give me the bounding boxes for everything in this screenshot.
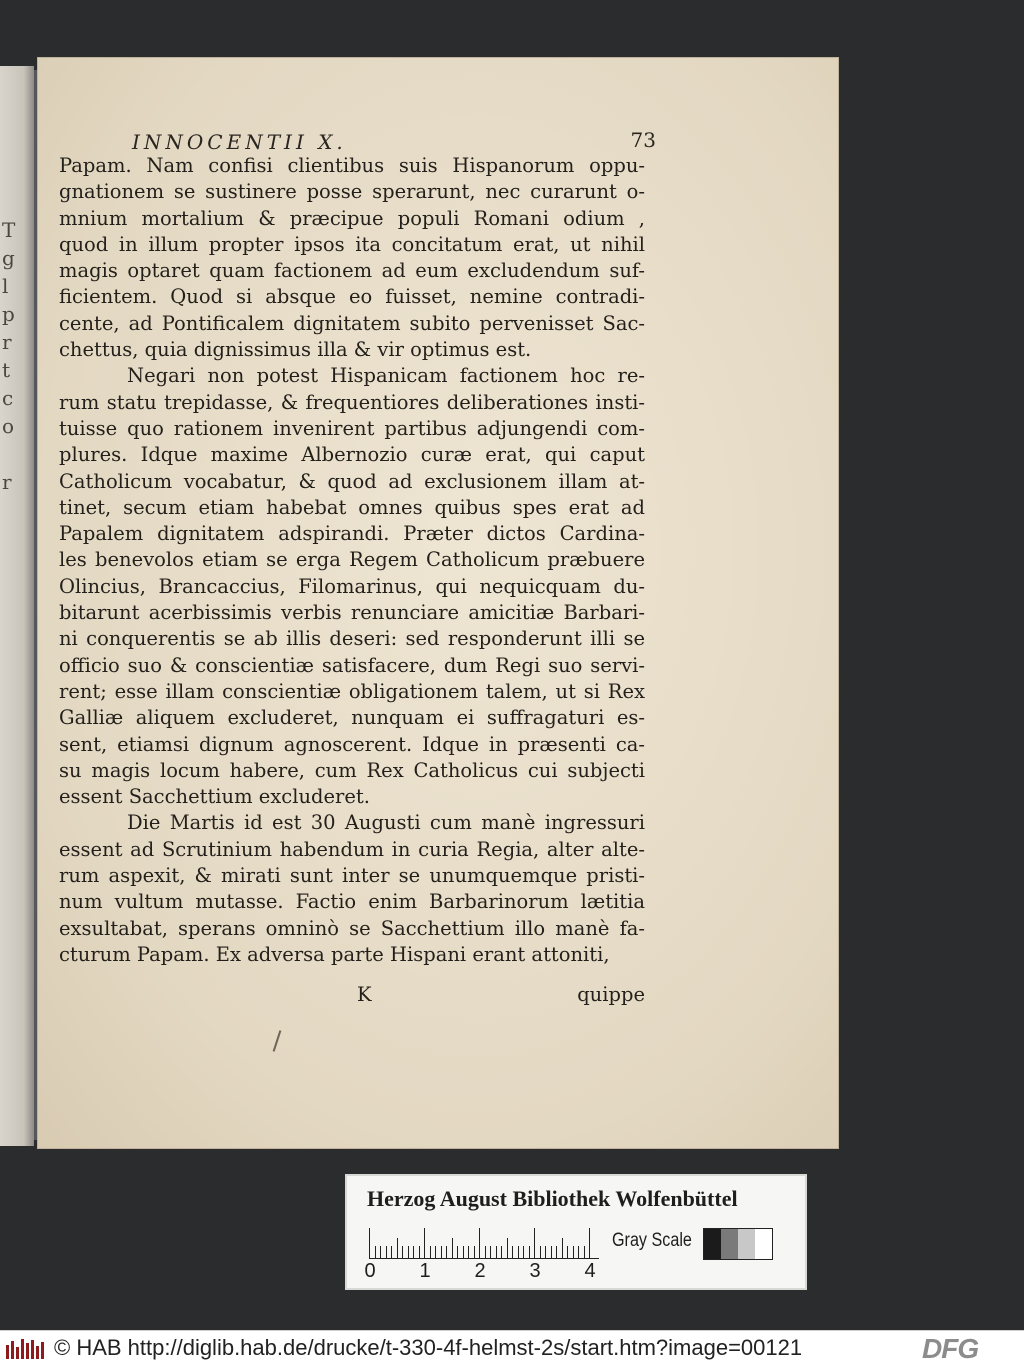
ruler-tick bbox=[386, 1246, 387, 1258]
ruler-tick bbox=[501, 1246, 502, 1258]
ruler-number: 3 bbox=[529, 1260, 541, 1282]
dfg-logo: DFG bbox=[922, 1333, 979, 1364]
ruler-tick bbox=[430, 1246, 431, 1258]
text-line: Papam. Nam confisi clientibus suis Hispanorum oppu- bbox=[59, 154, 645, 177]
ruler-tick bbox=[545, 1246, 546, 1258]
ruler-number: 4 bbox=[584, 1260, 596, 1282]
color-scale-card bbox=[345, 1174, 807, 1290]
footer-url[interactable]: © HAB http://diglib.hab.de/drucke/t-330-4f-helmst-2s/start.htm?image=00121 bbox=[54, 1335, 803, 1360]
text-line: Die Martis id est 30 Augusti cum manè ingressuri bbox=[127, 811, 645, 835]
ruler-tick bbox=[391, 1246, 392, 1258]
text-line: rent; esse illam conscientiæ obligationem talem, ut si Rex bbox=[59, 679, 645, 703]
running-head: INNOCENTII X. bbox=[132, 130, 347, 154]
ruler-tick bbox=[490, 1246, 491, 1258]
ruler-tick bbox=[369, 1228, 370, 1258]
text-line: magis optaret quam factionem ad eum excludendum suf- bbox=[59, 259, 645, 283]
ruler-tick bbox=[540, 1246, 541, 1258]
previous-page-glyph: o bbox=[2, 414, 15, 438]
ruler-tick bbox=[562, 1238, 563, 1258]
ruler-tick bbox=[441, 1246, 442, 1258]
ruler-number: 2 bbox=[474, 1260, 486, 1282]
text-line: chettus, quia dignissimus illa & vir optimus est. bbox=[59, 338, 532, 362]
ruler-tick bbox=[578, 1246, 579, 1258]
ruler-tick bbox=[529, 1246, 530, 1258]
previous-page-glyph: t bbox=[2, 358, 11, 382]
text-line: ni conquerentis se ab illis deseri: sed responderunt illi se bbox=[59, 627, 645, 651]
text-line: plures. Idque maxime Albernozio curæ erat, qui caput bbox=[59, 443, 645, 467]
text-line: exsultabat, sperans omninò se Sacchettium illo manè fa- bbox=[59, 916, 645, 940]
ruler-tick bbox=[380, 1246, 381, 1258]
text-line: ficientem. Quod si absque eo fuisset, nemine contradi- bbox=[59, 285, 645, 309]
text-line: essent ad Scrutinium habendum in curia Regia, alter alte- bbox=[59, 837, 645, 861]
text-line: Papalem dignitatem adspirandi. Præter dictos Cardina- bbox=[59, 522, 645, 546]
text-line: Negari non potest Hispanicam factionem hoc re- bbox=[127, 364, 645, 388]
ruler-tick bbox=[468, 1246, 469, 1258]
page-body-text bbox=[59, 153, 645, 968]
ruler-tick bbox=[413, 1246, 414, 1258]
ruler-tick bbox=[523, 1246, 524, 1258]
text-line: officio suo & conscientiæ satisfacere, dum Regi suo servi- bbox=[59, 653, 645, 677]
ruler-tick bbox=[589, 1228, 590, 1258]
gray-swatch-cell bbox=[704, 1229, 721, 1259]
text-line: sent, etiamsi dignum agnoscerent. Idque in præsenti ca- bbox=[59, 732, 645, 756]
hab-logo-icon bbox=[6, 1339, 46, 1359]
text-line: Galliæ aliquem excluderet, nunquam ei suffragaturi es- bbox=[59, 706, 645, 730]
ruler-tick bbox=[424, 1228, 425, 1258]
ruler-tick bbox=[512, 1246, 513, 1258]
text-line: cturum Papam. Ex adversa parte Hispani erant attoniti, bbox=[59, 942, 610, 966]
ruler-baseline bbox=[369, 1258, 599, 1259]
text-line: cente, ad Pontificalem dignitatem subito pervenisset Sac- bbox=[59, 311, 645, 335]
ruler-tick bbox=[584, 1246, 585, 1258]
ruler-tick bbox=[556, 1246, 557, 1258]
ruler-tick bbox=[479, 1228, 480, 1258]
text-line: su magis locum habere, cum Rex Catholicus cui subjecti bbox=[59, 758, 645, 782]
ruler-scale bbox=[369, 1222, 599, 1262]
gray-swatch-cell bbox=[721, 1229, 738, 1259]
ruler-number: 0 bbox=[364, 1260, 376, 1282]
previous-page-glyph: c bbox=[2, 386, 14, 410]
text-line: gnationem se sustinere posse sperarunt, nec curarunt o- bbox=[59, 180, 645, 204]
gray-scale-label: Gray Scale bbox=[612, 1230, 692, 1251]
ruler-tick bbox=[457, 1246, 458, 1258]
gray-scale-swatch bbox=[703, 1228, 773, 1260]
text-line: tuisse quo rationem invenirent partibus adjungendi com- bbox=[59, 416, 645, 440]
ruler-tick bbox=[573, 1246, 574, 1258]
ruler-tick bbox=[534, 1228, 535, 1258]
text-line: rum statu trepidasse, & frequentiores deliberationes insti- bbox=[59, 390, 645, 414]
catchword: quippe bbox=[577, 983, 645, 1006]
footer-bar bbox=[0, 1330, 1024, 1367]
text-line: rum aspexit, & mirati sunt inter se unumquemque pristi- bbox=[59, 864, 645, 888]
gray-swatch-cell bbox=[738, 1229, 755, 1259]
text-line: quod in illum propter ipsos ita concitatum erat, ut nihil bbox=[59, 232, 645, 256]
text-line: mnium mortalium & præcipue populi Romani odium , bbox=[59, 206, 645, 230]
previous-page-glyph: r bbox=[2, 470, 12, 494]
previous-page-glyph: l bbox=[2, 274, 9, 298]
ruler-tick bbox=[419, 1246, 420, 1258]
text-line: Olincius, Brancaccius, Filomarinus, qui nequicquam du- bbox=[59, 574, 645, 598]
ruler-tick bbox=[397, 1238, 398, 1258]
text-line: essent Sacchettium excluderet. bbox=[59, 785, 370, 809]
ruler-tick bbox=[518, 1246, 519, 1258]
previous-page-glyph bbox=[2, 440, 28, 468]
previous-page-glyph: T bbox=[2, 218, 16, 242]
ruler-tick bbox=[496, 1246, 497, 1258]
signature-line bbox=[59, 983, 645, 1009]
ruler-tick bbox=[435, 1246, 436, 1258]
ruler-tick bbox=[452, 1238, 453, 1258]
text-line: les benevolos etiam se erga Regem Catholicum præbuere bbox=[59, 548, 645, 572]
signature-mark: K bbox=[357, 983, 372, 1006]
ruler-tick bbox=[485, 1246, 486, 1258]
ruler-tick bbox=[507, 1238, 508, 1258]
ruler-tick bbox=[463, 1246, 464, 1258]
previous-page-glyph: g bbox=[2, 246, 15, 270]
ruler-tick bbox=[567, 1246, 568, 1258]
ruler-number: 1 bbox=[419, 1260, 431, 1282]
previous-page-glyph: p bbox=[2, 302, 15, 326]
gray-swatch-cell bbox=[755, 1229, 772, 1259]
text-line: Catholicum vocabatur, & quod ad exclusionem illam at- bbox=[59, 469, 645, 493]
ruler-tick bbox=[402, 1246, 403, 1258]
text-line: tinet, secum etiam habebat omnes quibus spes erat ad bbox=[59, 495, 645, 519]
page-number: 73 bbox=[630, 128, 656, 152]
previous-page-edge bbox=[0, 66, 34, 1146]
ruler-tick bbox=[551, 1246, 552, 1258]
ruler-tick bbox=[446, 1246, 447, 1258]
text-line: num vultum mutasse. Factio enim Barbarinorum lætitia bbox=[59, 890, 645, 914]
text-line: bitarunt acerbissimis verbis renunciare amicitiæ Barbari- bbox=[59, 601, 645, 625]
ruler-tick bbox=[408, 1246, 409, 1258]
library-name: Herzog August Bibliothek Wolfenbüttel bbox=[367, 1186, 738, 1211]
ruler-tick bbox=[474, 1246, 475, 1258]
previous-page-glyphs bbox=[2, 216, 28, 496]
ruler-tick bbox=[375, 1246, 376, 1258]
previous-page-glyph: r bbox=[2, 330, 12, 354]
